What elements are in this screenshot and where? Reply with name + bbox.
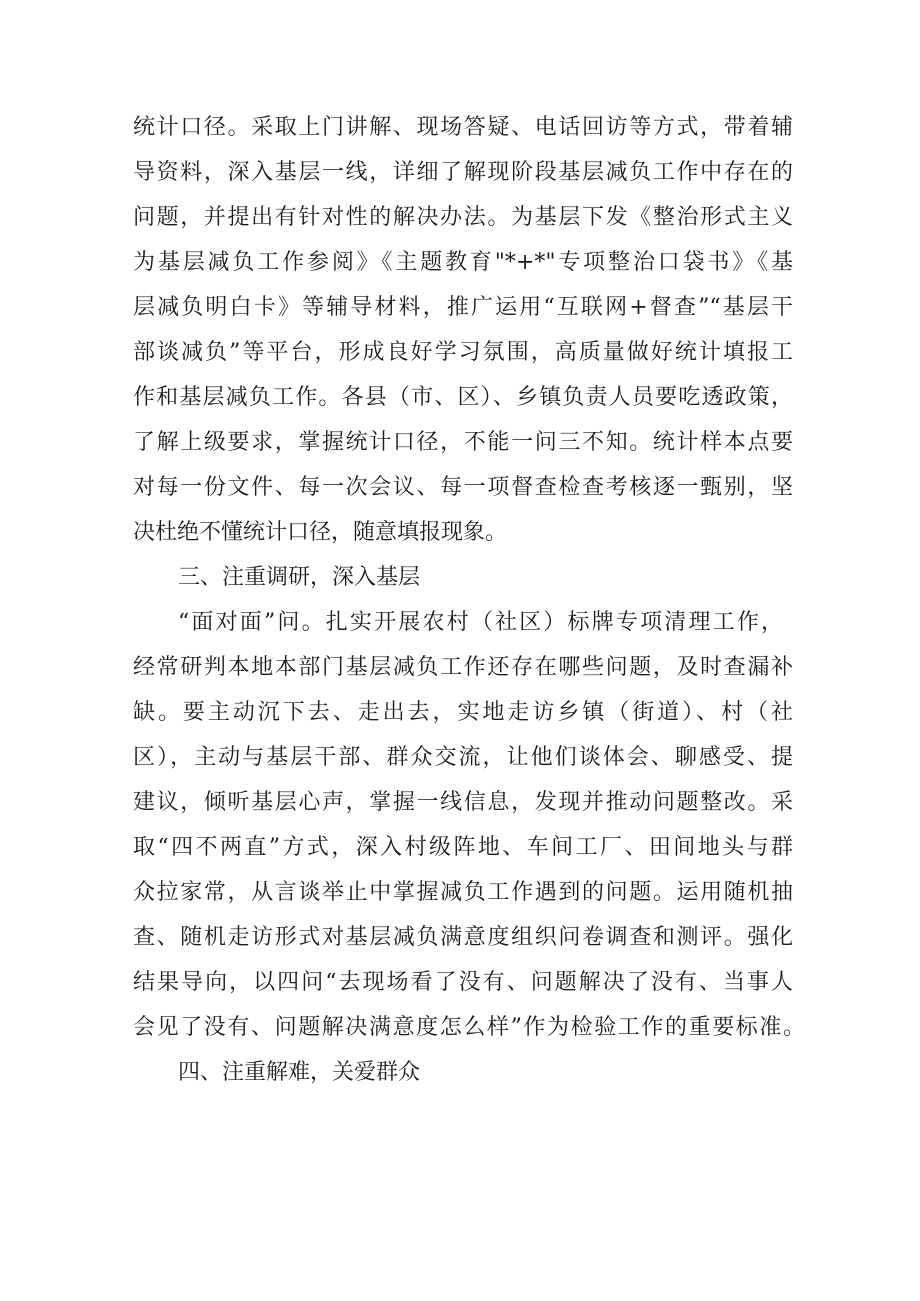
paragraph-1-line-10: 决杜绝不懂统计口径，随意填报现象。 — [133, 520, 508, 545]
paragraph-1-line-9: 对每一份文件、每一次会议、每一项督查检查考核逐一甄别，坚 — [133, 475, 793, 500]
paragraph-2-line-5: 建议，倾听基层心声，掌握一线信息，发现并推动问题整改。采 — [133, 790, 793, 815]
paragraph-1-line-4: 为基层减负工作参阅》《主题教育"*+*"专项整治口袋书》《基 — [133, 250, 793, 275]
paragraph-1-line-6: 部谈减负”等平台，形成良好学习氛围，高质量做好统计填报工 — [133, 340, 793, 365]
paragraph-2-line-6: 取“四不两直”方式，深入村级阵地、车间工厂、田间地头与群 — [133, 835, 793, 860]
paragraph-1-line-7: 作和基层减负工作。各县（市、区）、乡镇负责人员要吃透政策， — [133, 385, 793, 410]
paragraph-2-line-1: “面对面”问。扎实开展农村（社区）标牌专项清理工作， — [178, 610, 783, 635]
paragraph-2-line-9: 结果导向，以四问“去现场看了没有、问题解决了没有、当事人 — [133, 970, 793, 995]
paragraph-2-line-2: 经常研判本地本部门基层减负工作还存在哪些问题，及时查漏补 — [133, 655, 793, 680]
paragraph-2-line-7: 众拉家常，从言谈举止中掌握减负工作遇到的问题。运用随机抽 — [133, 880, 793, 905]
paragraph-1-line-3: 问题，并提出有针对性的解决办法。为基层下发《整治形式主义 — [133, 205, 793, 230]
section-heading-3: 三、注重调研，深入基层 — [178, 565, 421, 590]
section-heading-4: 四、注重解难，关爱群众 — [178, 1060, 421, 1085]
paragraph-2-line-3: 缺。要主动沉下去、走出去，实地走访乡镇（街道）、村（社 — [133, 700, 793, 725]
paragraph-1-line-8: 了解上级要求，掌握统计口径，不能一问三不知。统计样本点要 — [133, 430, 793, 455]
paragraph-1-line-5: 层减负明白卡》等辅导材料，推广运用“互联网+督查”“基层干 — [133, 295, 793, 320]
paragraph-1-line-2: 导资料，深入基层一线，详细了解现阶段基层减负工作中存在的 — [133, 160, 793, 185]
paragraph-2-line-10: 会见了没有、问题解决满意度怎么样”作为检验工作的重要标准。 — [133, 1015, 805, 1040]
paragraph-2-line-8: 查、随机走访形式对基层减负满意度组织问卷调查和测评。强化 — [133, 925, 793, 950]
paragraph-1-line-1: 统计口径。采取上门讲解、现场答疑、电话回访等方式，带着辅 — [133, 115, 793, 140]
paragraph-2-line-4: 区），主动与基层干部、群众交流，让他们谈体会、聊感受、提 — [133, 745, 793, 770]
